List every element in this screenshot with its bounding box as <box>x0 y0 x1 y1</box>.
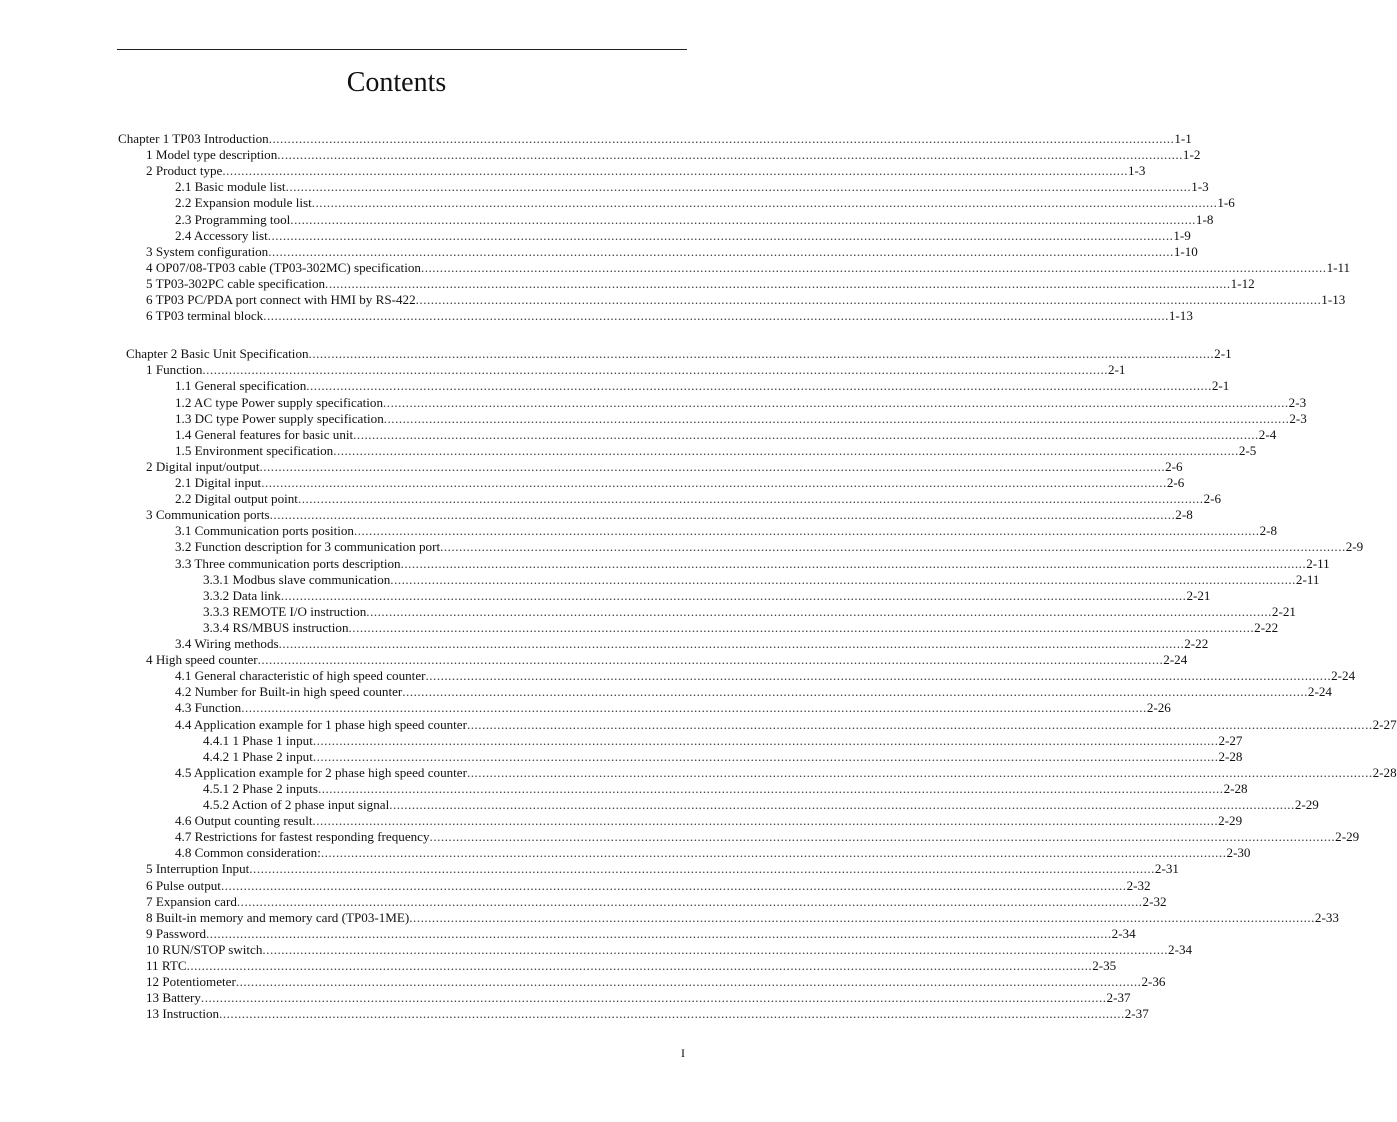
toc-leader-dots: ................................................................................................................................................................................................................................................ <box>257 652 1164 668</box>
toc-leader-dots: ................................................................................................................................................................................................................................................ <box>415 292 1322 307</box>
toc-leader-dots: ................................................................................................................................................................................................................................................ <box>262 941 1169 957</box>
toc-leader-dots: ................................................................................................................................................................................................................................................ <box>466 716 1373 732</box>
toc-entry-title: 1.3 DC type Power supply specification <box>175 410 384 426</box>
toc-entry-page: 1-3 <box>1128 163 1146 179</box>
toc-entry[interactable] <box>175 410 1307 427</box>
toc-entry-title: 11 RTC <box>146 958 187 973</box>
toc-entry-title: 7 Expansion card <box>146 893 237 909</box>
toc-entry-page: 2-22 <box>1184 636 1209 651</box>
toc-entry-page: 2-26 <box>1146 700 1171 716</box>
toc-entry-title: 5 Interruption Input <box>146 861 250 877</box>
toc-entry-page: 2-24 <box>1331 668 1356 684</box>
toc-entry[interactable] <box>175 829 1360 845</box>
toc-entry-title: 1.1 General specification <box>175 378 307 394</box>
toc-entry-page: 2-6 <box>1165 458 1183 474</box>
toc-entry-page: 2-31 <box>1154 861 1179 877</box>
toc-entry-page: 2-22 <box>1254 619 1279 635</box>
toc-entry-page: 2-27 <box>1372 716 1397 732</box>
toc-leader-dots: ................................................................................................................................................................................................................................................ <box>268 131 1175 146</box>
toc-leader-dots: ................................................................................................................................................................................................................................................ <box>466 764 1373 780</box>
toc-entry-page: 2-21 <box>1186 587 1211 603</box>
toc-entry-title: 4.4.2 1 Phase 2 input <box>203 748 313 764</box>
toc-entry[interactable] <box>175 813 1243 829</box>
toc-entry[interactable] <box>146 1006 1149 1022</box>
toc-entry[interactable] <box>146 458 1183 475</box>
toc-entry-page: 1-13 <box>1321 292 1346 307</box>
toc-entry-page: 2-34 <box>1111 925 1136 941</box>
toc-entry[interactable] <box>203 732 1243 749</box>
toc-leader-dots: ................................................................................................................................................................................................................................................ <box>312 748 1219 764</box>
toc-entry-page: 2-37 <box>1106 990 1131 1006</box>
toc-entry-page: 2-6 <box>1166 475 1185 490</box>
toc-leader-dots: ................................................................................................................................................................................................................................................ <box>429 829 1336 845</box>
toc-entry-title: 2.1 Basic module list <box>175 179 286 195</box>
toc-entry-title: 6 TP03 terminal block <box>146 308 264 324</box>
toc-entry[interactable] <box>175 426 1277 443</box>
toc-entry-page: 2-11 <box>1306 555 1330 571</box>
toc-leader-dots: ................................................................................................................................................................................................................................................ <box>222 163 1128 179</box>
toc-entry-page: 2-5 <box>1238 442 1257 458</box>
toc-entry-title: 2.1 Digital input <box>175 475 262 490</box>
toc-entry[interactable] <box>146 507 1193 523</box>
toc-entry[interactable] <box>203 619 1279 636</box>
toc-entry[interactable] <box>146 941 1193 958</box>
toc-entry[interactable] <box>175 475 1185 491</box>
toc-leader-dots: ................................................................................................................................................................................................................................................ <box>317 780 1224 796</box>
toc-entry-title: 1 Function <box>146 362 203 378</box>
toc-entry-page: 1-11 <box>1326 259 1351 275</box>
toc-entry-title: 4 OP07/08-TP03 cable (TP03-302MC) specification <box>146 259 421 275</box>
toc-entry[interactable] <box>146 362 1126 378</box>
toc-entry-title: 6 Pulse output <box>146 877 221 893</box>
toc-entry[interactable] <box>146 243 1198 260</box>
toc-leader-dots: ................................................................................................................................................................................................................................................ <box>420 259 1327 275</box>
toc-entry-title: 4.6 Output counting result <box>175 813 313 829</box>
toc-entry-page: 2-1 <box>1214 346 1232 362</box>
toc-entry[interactable] <box>175 716 1397 733</box>
toc-entry-page: 1-13 <box>1168 308 1193 324</box>
toc-entry-page: 2-29 <box>1335 829 1360 845</box>
toc-entry[interactable] <box>146 909 1339 926</box>
toc-entry[interactable] <box>175 211 1214 228</box>
toc-leader-dots: ................................................................................................................................................................................................................................................ <box>383 410 1290 426</box>
toc-entry-title: 1.2 AC type Power supply specification <box>175 394 384 410</box>
toc-entry-title: 3.3.3 REMOTE I/O instruction <box>203 603 367 619</box>
toc-leader-dots: ................................................................................................................................................................................................................................................ <box>280 587 1187 603</box>
toc-entry[interactable] <box>146 974 1166 990</box>
page-number: I <box>681 1046 685 1060</box>
page-title: Contents <box>346 67 447 98</box>
toc-entry-page: 1-8 <box>1195 211 1214 227</box>
toc-entry-title: 13 Instruction <box>146 1006 220 1022</box>
toc-entry-title: 1 Model type description <box>146 147 278 163</box>
toc-entry-title: 1.4 General features for basic unit <box>175 426 354 442</box>
toc-leader-dots: ................................................................................................................................................................................................................................................ <box>353 523 1260 539</box>
toc-entry-title: 2.4 Accessory list <box>175 227 268 243</box>
toc-entry[interactable] <box>146 292 1346 308</box>
toc-leader-dots: ................................................................................................................................................................................................................................................ <box>235 974 1142 990</box>
toc-entry[interactable] <box>175 700 1171 716</box>
toc-entry-page: 2-8 <box>1259 523 1278 539</box>
toc-entry[interactable] <box>146 308 1193 324</box>
toc-entry-title: 13 Battery <box>146 990 201 1006</box>
toc-entry-title: 3 System configuration <box>146 243 269 259</box>
toc-entry[interactable] <box>175 845 1251 861</box>
toc-entry-title: 3.4 Wiring methods <box>175 636 279 651</box>
toc-entry-page: 1-3 <box>1191 179 1209 195</box>
toc-entry-page: 2-3 <box>1288 394 1307 410</box>
toc-entry-page: 2-28 <box>1372 764 1397 780</box>
toc-leader-dots: ................................................................................................................................................................................................................................................ <box>325 275 1231 291</box>
toc-entry-title: 2 Product type <box>146 163 223 179</box>
toc-entry-page: 1-9 <box>1173 227 1191 243</box>
toc-leader-dots: ................................................................................................................................................................................................................................................ <box>285 179 1192 195</box>
toc-leader-dots: ................................................................................................................................................................................................................................................ <box>297 491 1204 507</box>
toc-entry-page: 2-24 <box>1163 652 1188 668</box>
toc-entry[interactable] <box>203 603 1296 620</box>
toc-leader-dots: ................................................................................................................................................................................................................................................ <box>278 636 1185 651</box>
toc-entry-page: 2-11 <box>1295 571 1320 587</box>
toc-leader-dots: ................................................................................................................................................................................................................................................ <box>219 1006 1125 1022</box>
toc-leader-dots: ................................................................................................................................................................................................................................................ <box>425 668 1332 684</box>
toc-entry-page: 1-12 <box>1230 275 1255 291</box>
toc-entry-title: 3.3 Three communication ports description <box>175 555 401 571</box>
toc-entry-title: 3.3.4 RS/MBUS instruction <box>203 619 349 635</box>
toc-entry-title: 4.1 General characteristic of high speed counter <box>175 668 426 684</box>
toc-leader-dots: ................................................................................................................................................................................................................................................ <box>259 458 1166 474</box>
toc-entry-title: 4.8 Common consideration: <box>175 845 321 861</box>
toc-leader-dots: ................................................................................................................................................................................................................................................ <box>277 147 1183 163</box>
toc-leader-dots: ................................................................................................................................................................................................................................................ <box>269 507 1176 523</box>
toc-leader-dots: ................................................................................................................................................................................................................................................ <box>440 539 1346 555</box>
toc-leader-dots: ................................................................................................................................................................................................................................................ <box>249 861 1155 877</box>
toc-entry-title: 4.5.1 2 Phase 2 inputs <box>203 780 318 796</box>
toc-entry-page: 2-35 <box>1092 958 1117 973</box>
toc-entry[interactable] <box>146 861 1179 877</box>
toc-entry-page: 2-1 <box>1108 362 1126 378</box>
toc-entry[interactable] <box>175 668 1356 684</box>
toc-entry-page: 2-3 <box>1289 410 1307 426</box>
toc-entry-page: 2-32 <box>1142 893 1167 909</box>
toc-entry[interactable] <box>203 780 1248 797</box>
toc-entry[interactable] <box>175 636 1209 652</box>
toc-entry[interactable] <box>175 539 1364 555</box>
toc-entry-page: 1-6 <box>1217 195 1235 211</box>
toc-entry-title: Chapter 1 TP03 Introduction <box>118 131 269 146</box>
toc-entry-title: 10 RUN/STOP switch <box>146 941 263 957</box>
toc-entry[interactable] <box>146 163 1146 179</box>
toc-entry[interactable] <box>146 275 1255 292</box>
toc-entry[interactable] <box>203 748 1243 765</box>
toc-entry-page: 2-32 <box>1126 877 1151 893</box>
toc-entry-title: 9 Password <box>146 925 207 941</box>
toc-entry[interactable] <box>175 555 1330 572</box>
toc-leader-dots: ................................................................................................................................................................................................................................................ <box>206 925 1112 941</box>
toc-entry[interactable] <box>146 893 1167 910</box>
toc-entry-page: 2-4 <box>1258 426 1277 442</box>
toc-leader-dots: ................................................................................................................................................................................................................................................ <box>333 442 1239 458</box>
toc-entry[interactable] <box>203 571 1320 588</box>
toc-entry-title: 3.3.1 Modbus slave communication <box>203 571 391 587</box>
toc-entry-title: 2 Digital input/output <box>146 458 260 474</box>
toc-entry-title: 4.2 Number for Built-in high speed counter <box>175 684 403 700</box>
toc-entry-title: 3.1 Communication ports position <box>175 523 354 539</box>
toc-leader-dots: ................................................................................................................................................................................................................................................ <box>268 243 1174 259</box>
toc-entry[interactable] <box>175 195 1235 211</box>
toc-entry-title: 4.5 Application example for 2 phase high speed counter <box>175 764 467 780</box>
toc-leader-dots: ................................................................................................................................................................................................................................................ <box>409 909 1315 925</box>
toc-leader-dots: ................................................................................................................................................................................................................................................ <box>261 475 1167 490</box>
toc-entry[interactable] <box>175 764 1397 781</box>
toc-leader-dots: ................................................................................................................................................................................................................................................ <box>366 603 1272 619</box>
toc-leader-dots: ................................................................................................................................................................................................................................................ <box>348 619 1255 635</box>
toc-entry-title: Chapter 2 Basic Unit Specification <box>126 346 309 362</box>
toc-entry-title: 5 TP03-302PC cable specification <box>146 275 326 291</box>
toc-entry[interactable] <box>175 378 1230 394</box>
toc-leader-dots: ................................................................................................................................................................................................................................................ <box>236 893 1143 909</box>
toc-leader-dots: ................................................................................................................................................................................................................................................ <box>311 195 1218 211</box>
toc-entry-title: 4.4.1 1 Phase 1 input <box>203 732 313 748</box>
toc-entry-page: 2-34 <box>1168 941 1193 957</box>
toc-leader-dots: ................................................................................................................................................................................................................................................ <box>241 700 1147 716</box>
toc-entry[interactable] <box>146 925 1136 942</box>
toc-leader-dots: ................................................................................................................................................................................................................................................ <box>220 877 1127 893</box>
toc-entry-page: 2-28 <box>1218 748 1243 764</box>
toc-entry-title: 2.2 Expansion module list <box>175 195 312 211</box>
toc-entry-title: 8 Built-in memory and memory card (TP03-1ME) <box>146 909 410 925</box>
toc-entry-title: 12 Potentiometer <box>146 974 236 990</box>
toc-entry-title: 3 Communication ports <box>146 507 270 523</box>
toc-entry-page: 2-37 <box>1124 1006 1149 1022</box>
toc-leader-dots: ................................................................................................................................................................................................................................................ <box>186 958 1093 973</box>
toc-entry-title: 3.3.2 Data link <box>203 587 281 603</box>
toc-leader-dots: ................................................................................................................................................................................................................................................ <box>200 990 1107 1006</box>
toc-entry-page: 2-27 <box>1218 732 1243 748</box>
toc-leader-dots: ................................................................................................................................................................................................................................................ <box>312 813 1219 829</box>
toc-leader-dots: ................................................................................................................................................................................................................................................ <box>390 571 1296 587</box>
toc-leader-dots: ................................................................................................................................................................................................................................................ <box>306 378 1212 394</box>
toc-entry-page: 2-24 <box>1307 684 1332 700</box>
toc-entry-title: 4.7 Restrictions for fastest responding frequency <box>175 829 430 845</box>
toc-entry[interactable] <box>146 259 1351 276</box>
toc-leader-dots: ................................................................................................................................................................................................................................................ <box>402 684 1308 700</box>
toc-entry-title: 1.5 Environment specification <box>175 442 334 458</box>
toc-entry-page: 2-33 <box>1314 909 1339 925</box>
toc-entry-page: 2-29 <box>1294 797 1319 812</box>
toc-entry-page: 2-28 <box>1223 780 1248 796</box>
toc-entry[interactable] <box>175 684 1332 700</box>
toc-entry-page: 1-1 <box>1174 131 1192 146</box>
toc-entry[interactable] <box>146 147 1201 163</box>
toc-entry[interactable] <box>146 652 1188 668</box>
toc-entry[interactable] <box>175 523 1278 539</box>
toc-entry[interactable] <box>175 179 1209 195</box>
toc-leader-dots: ................................................................................................................................................................................................................................................ <box>383 394 1289 410</box>
toc-leader-dots: ................................................................................................................................................................................................................................................ <box>263 308 1169 324</box>
toc-entry-page: 2-36 <box>1141 974 1166 990</box>
toc-entry[interactable] <box>203 797 1319 813</box>
toc-entry[interactable] <box>146 877 1151 894</box>
toc-entry[interactable] <box>126 346 1232 362</box>
toc-entry-page: 2-29 <box>1218 813 1243 829</box>
toc-entry-page: 2-8 <box>1175 507 1193 523</box>
toc-leader-dots: ................................................................................................................................................................................................................................................ <box>290 211 1196 227</box>
toc-leader-dots: ................................................................................................................................................................................................................................................ <box>312 732 1219 748</box>
toc-entry-title: 6 TP03 PC/PDA port connect with HMI by RS-422 <box>146 292 416 307</box>
toc-entry[interactable] <box>146 990 1131 1006</box>
toc-entry-page: 2-1 <box>1211 378 1230 394</box>
toc-entry[interactable] <box>146 958 1117 974</box>
toc-leader-dots: ................................................................................................................................................................................................................................................ <box>353 426 1259 442</box>
toc-leader-dots: ................................................................................................................................................................................................................................................ <box>320 845 1227 861</box>
toc-entry[interactable] <box>175 491 1222 507</box>
toc-entry-title: 4.3 Function <box>175 700 242 716</box>
toc-entry-page: 2-30 <box>1226 845 1251 861</box>
toc-entry[interactable] <box>175 394 1307 411</box>
toc-entry[interactable] <box>175 227 1191 244</box>
toc-entry-page: 1-10 <box>1173 243 1198 259</box>
toc-entry[interactable] <box>118 131 1192 147</box>
toc-leader-dots: ................................................................................................................................................................................................................................................ <box>202 362 1109 378</box>
toc-entry-page: 2-9 <box>1345 539 1364 555</box>
toc-entry-title: 4.5.2 Action of 2 phase input signal <box>203 797 390 812</box>
toc-entry-page: 1-2 <box>1182 147 1201 163</box>
toc-leader-dots: ................................................................................................................................................................................................................................................ <box>308 346 1215 362</box>
toc-leader-dots: ................................................................................................................................................................................................................................................ <box>400 555 1307 571</box>
toc-entry[interactable] <box>203 587 1211 604</box>
toc-entry-title: 2.3 Programming tool <box>175 211 291 227</box>
toc-entry-title: 2.2 Digital output point <box>175 491 298 507</box>
toc-entry-title: 4 High speed counter <box>146 652 258 668</box>
toc-entry-page: 2-6 <box>1203 491 1222 507</box>
toc-entry-title: 4.4 Application example for 1 phase high speed counter <box>175 716 467 732</box>
toc-leader-dots: ................................................................................................................................................................................................................................................ <box>267 227 1174 243</box>
toc-entry-title: 3.2 Function description for 3 communication port <box>175 539 441 555</box>
toc-entry-page: 2-21 <box>1271 603 1296 619</box>
toc-entry[interactable] <box>175 442 1257 459</box>
toc-leader-dots: ................................................................................................................................................................................................................................................ <box>389 797 1295 812</box>
